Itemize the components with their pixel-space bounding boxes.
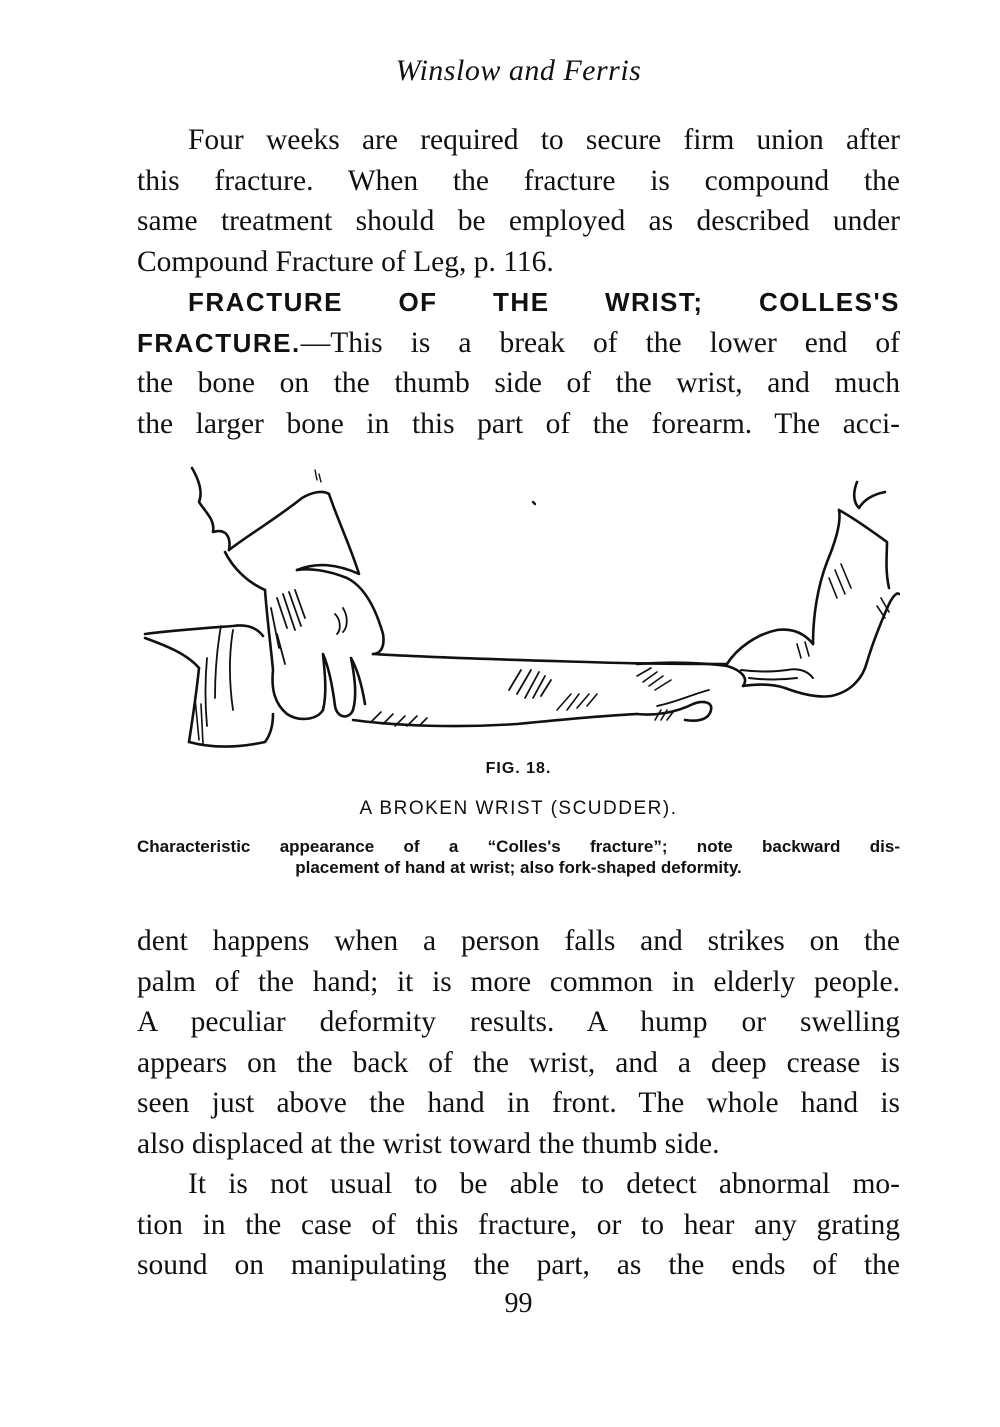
figure-description-line: Characteristic appearance of a “Colles's fracture”; note backward dis- bbox=[137, 837, 900, 856]
text-line: the larger bone in this part of the forearm. The acci- bbox=[137, 407, 900, 440]
text-line-rest: —This is a break of the lower end of bbox=[300, 326, 900, 359]
text-line: tion in the case of this fracture, or to hear any grating bbox=[137, 1208, 900, 1241]
broken-wrist-drawing bbox=[137, 458, 900, 758]
text-line: this fracture. When the fracture is compound the bbox=[137, 164, 900, 197]
section-heading: FRACTURE OF THE WRIST; COLLES'S bbox=[188, 287, 900, 317]
text-line: also displaced at the wrist toward the thumb side. bbox=[137, 1127, 720, 1160]
figure-description bbox=[137, 836, 900, 878]
text-line: sound on manipulating the part, as the ends of the bbox=[137, 1249, 900, 1281]
text-line: same treatment should be employed as described under bbox=[137, 205, 900, 237]
section-heading-line bbox=[137, 282, 900, 323]
text-line: seen just above the hand in front. The whole hand is bbox=[137, 1087, 900, 1119]
text-line bbox=[137, 323, 900, 364]
text-line: appears on the back of the wrist, and a deep crease is bbox=[137, 1046, 900, 1079]
running-head: Winslow and Ferris bbox=[395, 54, 642, 87]
text-line: It is not usual to be able to detect abnormal mo- bbox=[188, 1168, 900, 1200]
figure-title: A BROKEN WRIST (SCUDDER). bbox=[359, 798, 678, 819]
text-line: A peculiar deformity results. A hump or swelling bbox=[137, 1006, 900, 1038]
text-line: dent happens when a person falls and strikes on the bbox=[137, 925, 900, 957]
text-line: palm of the hand; it is more common in elderly people. bbox=[137, 965, 900, 998]
text-line: Compound Fracture of Leg, p. 116. bbox=[137, 245, 554, 278]
section-heading-continued: FRACTURE. bbox=[137, 327, 301, 358]
text-block-top bbox=[137, 120, 900, 444]
figure-number: FIG. 18. bbox=[485, 760, 552, 777]
figure-illustration bbox=[137, 458, 900, 758]
text-line: the bone on the thumb side of the wrist, and much bbox=[137, 367, 900, 399]
text-line: Four weeks are required to secure firm union after bbox=[188, 124, 900, 156]
page-number: 99 bbox=[504, 1288, 533, 1319]
text-block-bottom bbox=[137, 921, 900, 1286]
book-page bbox=[137, 0, 900, 1427]
figure-description-line: placement of hand at wrist; also fork-shaped deformity. bbox=[295, 858, 742, 877]
